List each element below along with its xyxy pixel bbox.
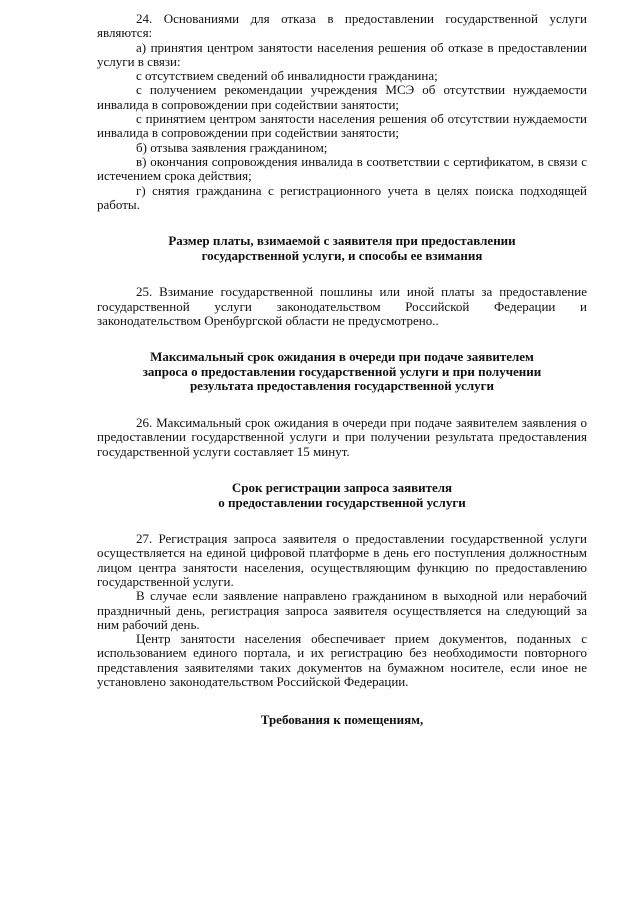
list-item-g: г) снятия гражданина с регистрационного учета в целях поиска подходящей работы.	[97, 182, 587, 212]
section-heading-line: Максимальный срок ожидания в очереди при подаче заявителем	[150, 349, 534, 365]
spacer	[97, 459, 587, 481]
document-body	[97, 12, 587, 728]
paragraph-26: 26. Максимальный срок ожидания в очереди при подаче заявителем заявления о предоставлении государственной услуги и при получении результата предоставления государственной услуги составляет 15 минут.	[97, 415, 587, 459]
section-heading-registration	[97, 481, 587, 510]
section-heading-line: Размер платы, взимаемой с заявителя при предоставлении	[168, 233, 516, 249]
section-heading-line: Срок регистрации запроса заявителя	[231, 479, 453, 495]
section-heading-line: государственной услуги, и способы ее взимания	[201, 247, 483, 263]
paragraph-27: 27. Регистрация запроса заявителя о предоставлении государственной услуги осуществляется на единой цифровой платформе в день его поступления должностным лицом центра занятости населения, осуществляющим функцию по предоставлению государственной услуги.	[97, 531, 587, 589]
section-heading-wait	[97, 350, 587, 394]
paragraph-27-portal: Центр занятости населения обеспечивает прием документов, поданных с использованием единого портала, и их регистрацию без необходимости повторного представления заявителями таких документов на бумажном носителе, если иное не установлено законодательством Российской Федерации.	[97, 631, 587, 690]
section-heading-line: о предоставлении государственной услуги	[218, 494, 466, 510]
list-item-a-3: с принятием центром занятости населения решения об отсутствии нуждаемости инвалида в сопровождении при содействии занятости;	[97, 111, 587, 141]
spacer	[97, 394, 587, 416]
list-item-b: б) отзыва заявления гражданином;	[136, 139, 328, 155]
paragraph-25: 25. Взимание государственной пошлины или иной платы за предоставление государственной услуги законодательством Российской Федерации и законодательством Оренбургской области не предусмотрено..	[97, 284, 587, 328]
list-item-v: в) окончания сопровождения инвалида в соответствии с сертификатом, в связи с истечением срока действия;	[97, 153, 587, 184]
section-heading-premises: Требования к помещениям,	[260, 712, 424, 728]
spacer	[97, 212, 587, 234]
list-item-a: а) принятия центром занятости населения решения об отказе в предоставлении услуги в связи:	[97, 39, 587, 69]
spacer	[97, 510, 587, 532]
paragraph-27-holiday: В случае если заявление направлено гражданином в выходной или нерабочий праздничный день, регистрация запроса заявителя осуществляется на следующий за ним рабочий день.	[97, 588, 587, 632]
section-heading-line: результата предоставления государственной услуги	[189, 378, 495, 394]
section-heading-fee	[97, 234, 587, 263]
paragraph-24: 24. Основаниями для отказа в предоставлении государственной услуги являются:	[97, 11, 587, 41]
section-heading-line: запроса о предоставлении государственной услуги и при получении	[142, 363, 542, 379]
list-item-a-1: с отсутствием сведений об инвалидности гражданина;	[136, 68, 438, 84]
spacer	[97, 263, 587, 285]
list-item-a-2: с получением рекомендации учреждения МСЭ об отсутствии нуждаемости инвалида в сопровождении при содействии занятости;	[97, 82, 587, 112]
spacer	[97, 689, 587, 713]
spacer	[97, 328, 587, 350]
